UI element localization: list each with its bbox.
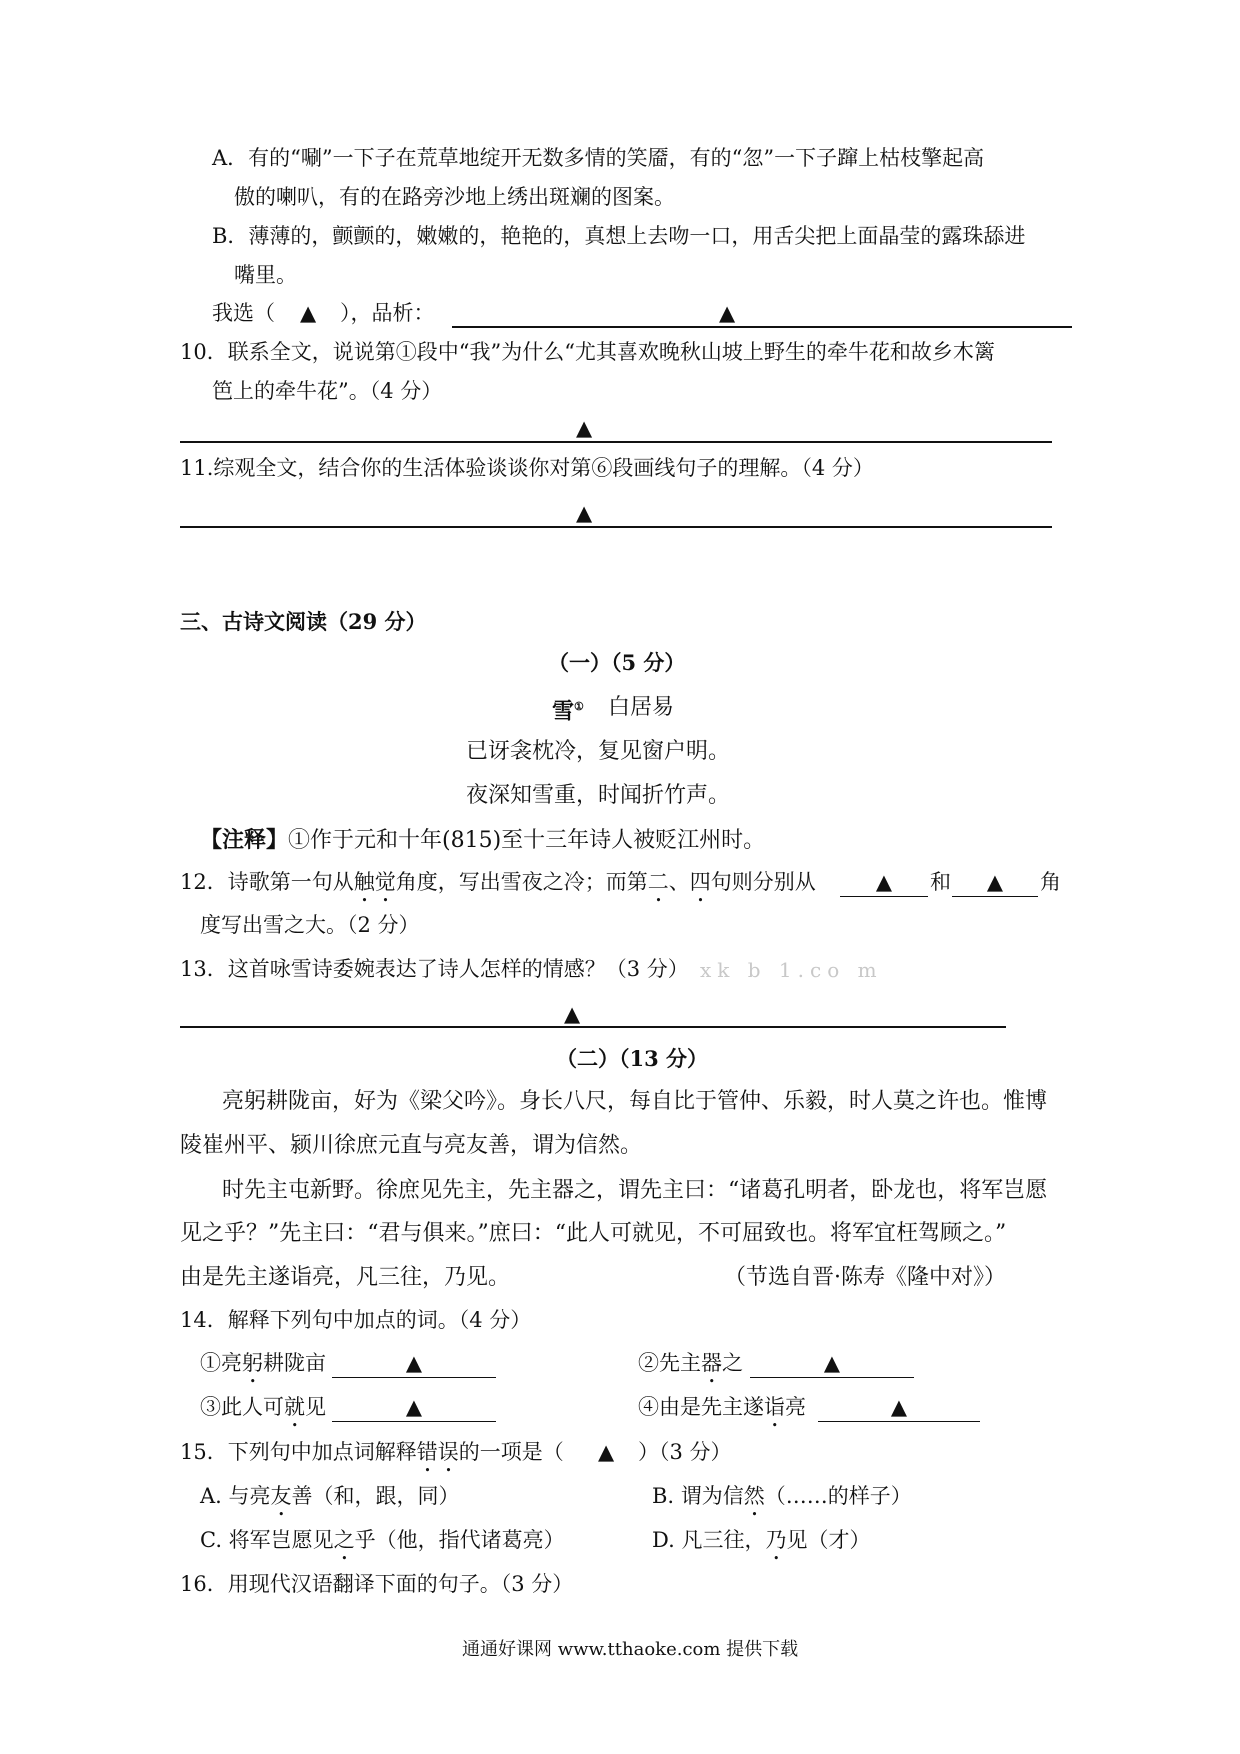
q9-option-b-line2: 嘴里。 [234,263,297,287]
q14-item-2-dotted: 器 [701,1351,722,1375]
q9-analysis-answer-mark: ▲ [719,301,736,325]
q12-text-b: 角度，写出雪夜之冷；而第 [395,870,648,894]
poem-note-label: 【注释】 [200,827,289,853]
q14-blank-4[interactable]: ▲ [818,1393,980,1422]
q15-stem-b: 的一项是（ [458,1440,564,1464]
q14-item-3 [200,1392,326,1432]
q14-item-4-dotted: 诣 [764,1395,785,1419]
q14-item-2 [638,1348,743,1388]
q14-blank-2[interactable]: ▲ [750,1349,914,1378]
q12-dotted-tactile: 触觉 [353,870,396,894]
q11-answer-line[interactable] [180,526,1052,528]
q15-option-b-dotted: 然 [743,1484,765,1508]
q9-choice-prefix: 我选（ [212,301,275,325]
q15-option-d-dotted: 乃 [765,1528,787,1552]
q11-line1: 11.综观全文，结合你的生活体验谈谈你对第⑥段画线句子的理解。（4 分） [180,456,874,480]
q15-option-a-dotted: 友 [270,1484,292,1508]
poem-author: 白居易 [608,695,675,720]
q15-option-d-post: 见（才） [786,1528,871,1552]
q14-item-1-pre: ①亮 [200,1351,242,1375]
q15-option-c-pre: C. 将军岂愿见 [200,1528,334,1552]
q15-option-b [652,1481,912,1521]
q12-text-d: 句则分别从 [710,870,816,894]
q15-option-a [200,1481,460,1521]
q15-stem-c: ）（3 分） [638,1440,732,1464]
poem-title-text: 雪 [552,698,575,725]
q14-item-4-post: 亮 [785,1395,806,1419]
q9-choice-suffix: ），品析： [340,301,435,325]
q12-blank-2[interactable]: ▲ [952,868,1038,897]
poem-line1: 已讶衾枕冷，复见窗户明。 [466,739,731,764]
q15-option-c-dotted: 之 [333,1528,355,1552]
q15-option-d-pre: D. 凡三往， [652,1528,766,1552]
q15-answer-mark[interactable]: ▲ [598,1440,615,1464]
q15-stem-dotted: 错误 [416,1440,459,1464]
q14-item-1-post: 耕陇亩 [263,1351,326,1375]
q12-text-a: 12．诗歌第一句从 [180,870,354,894]
q15-option-c-post: 乎（他，指代诸葛亮） [354,1528,565,1552]
q12-and: 和 [930,870,951,894]
q14-item-1-dotted: 躬 [242,1351,263,1375]
q14-item-1 [200,1348,326,1388]
q14-item-3-pre: ③此人可 [200,1395,284,1419]
poem-title [552,692,584,726]
poem-note-mark: ① [574,700,584,713]
q12-dotted-two: 二 [647,870,669,894]
poem-line2: 夜深知雪重，时闻折竹声。 [466,783,731,808]
q12-blank-1[interactable]: ▲ [840,868,928,897]
part2-p2-line2: 见之乎？”先主曰：“君与俱来。”庶曰：“此人可就见，不可屈致也。将军宜枉驾顾之。” [180,1221,1007,1246]
q14-item-4-pre: ④由是先主遂 [638,1395,764,1419]
part2-p1-line1: 亮躬耕陇亩，好为《梁父吟》。身长八尺，每自比于管仲、乐毅，时人莫之许也。惟博 [222,1089,1048,1114]
q9-option-b-line1: B．薄薄的，颤颤的，嫩嫩的，艳艳的，真想上去吻一口，用舌尖把上面晶莹的露珠舔进 [212,224,1026,248]
part1-title: （一）（5 分） [548,650,686,675]
q14-blank-1[interactable]: ▲ [332,1349,496,1378]
watermark-text: xk b 1.co m [700,958,883,982]
q13-line1: 13．这首咏雪诗委婉表达了诗人怎样的情感？（3 分） [180,957,689,981]
q15-option-d [652,1525,870,1565]
q9-option-a-line1: A．有的“唰”一下子在荒草地绽开无数多情的笑靥，有的“忽”一下子蹿上枯枝擎起高 [212,146,985,170]
q11-answer-mark: ▲ [576,501,593,525]
q15-option-a-post: 善（和，跟，同） [291,1484,460,1508]
q9-choice-line [212,298,275,328]
part2-title: （二）（13 分） [556,1046,709,1071]
q16-line1: 16．用现代汉语翻译下面的句子。（3 分） [180,1572,574,1596]
poem-note [200,825,765,856]
q9-choice-answer-mark[interactable]: ▲ [300,301,317,325]
part2-p1-line2: 陵崔州平、颍川徐庶元直与亮友善，谓为信然。 [180,1133,643,1158]
q12-line2: 度写出雪之大。（2 分） [200,913,420,937]
q13-answer-mark: ▲ [564,1002,581,1026]
q14-item-4 [638,1392,806,1432]
q10-answer-line[interactable] [180,441,1052,443]
q14-blank-3[interactable]: ▲ [332,1393,496,1422]
part2-p2-line1: 时先主屯新野。徐庶见先主，先主器之，谓先主曰：“诸葛孔明者，卧龙也，将军岂愿 [222,1178,1048,1203]
poem-note-text: ①作于元和十年(815)至十三年诗人被贬江州时。 [288,828,766,853]
q12-dotted-four: 四 [689,870,711,894]
section3-title: 三、古诗文阅读（29 分） [180,609,427,634]
q12-line1 [180,867,816,907]
q13-answer-line[interactable] [180,1026,1006,1028]
q15-stem-a: 15．下列句中加点词解释 [180,1440,417,1464]
q14-item-2-pre: ②先主 [638,1351,701,1375]
q12-text-e: 角 [1040,870,1061,894]
q14-item-3-post: 见 [305,1395,326,1419]
q9-answer-line[interactable] [452,326,1072,328]
q15-option-c [200,1525,565,1565]
q15-option-b-pre: B. 谓为信 [652,1484,744,1508]
q14-item-2-post: 之 [722,1351,743,1375]
q14-stem: 14．解释下列句中加点的词。（4 分） [180,1308,532,1332]
q10-line2: 笆上的牵牛花”。（4 分） [212,379,443,403]
q9-option-a-line2: 傲的喇叭，有的在路旁沙地上绣出斑斓的图案。 [234,185,675,209]
q15-option-a-pre: A. 与亮 [200,1484,271,1508]
q10-answer-mark: ▲ [576,416,593,440]
part2-p2-line3: 由是先主遂诣亮，凡三往，乃见。 [180,1265,511,1290]
q12-text-c: 、 [668,870,690,894]
q15-stem [180,1437,564,1477]
q14-item-3-dotted: 就 [284,1395,305,1419]
q10-line1: 10．联系全文，说说第①段中“我”为什么“尤其喜欢晚秋山坡上野生的牵牛花和故乡木篱 [180,340,995,364]
page-footer: 通通好课网 www.tthaoke.com 提供下载 [462,1639,799,1660]
q15-option-b-post: （……的样子） [764,1484,912,1508]
part2-source: （节选自晋·陈寿《隆中对》） [724,1265,1006,1290]
